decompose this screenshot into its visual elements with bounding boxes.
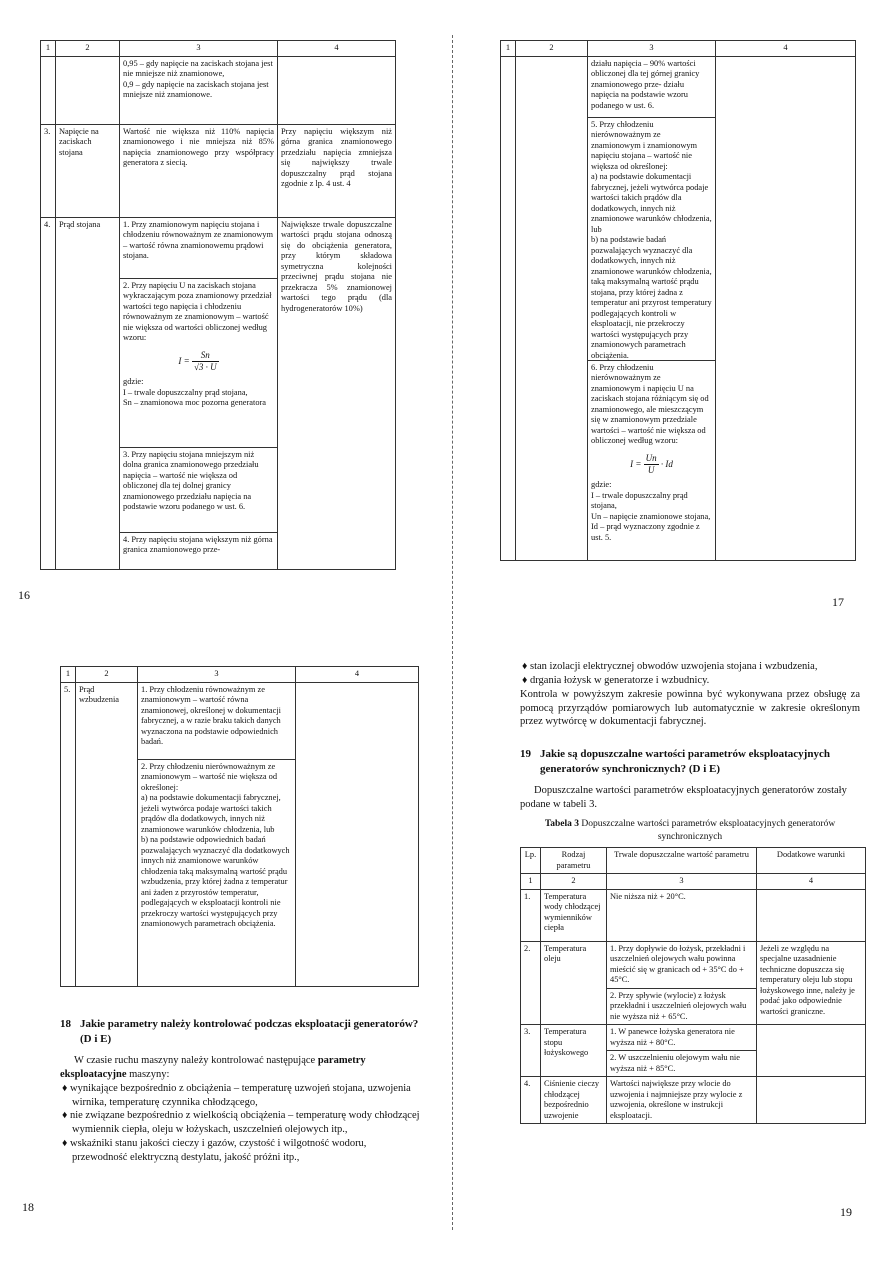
clause-1: 1. Przy dopływie do łożysk, przekładni i uszczelnień olejowych wału powinna mieścić się w granicach od + 35°C do + 45°C.: [607, 942, 756, 989]
cell-param: Ciśnienie cieczy chłodzącej bezpośrednio uzwojenie: [541, 1077, 607, 1124]
list-item-text: wynikające bezpośrednio z obciążenia – temperaturę uzwojeń stojana, uzwojenia wirnika, temperaturę czynnika chłodzącego,: [69, 1082, 411, 1108]
cell-conditions: Jeżeli ze względu na specjalne uzasadnienie techniczne dopuszcza się temperatury oleju lub stopu łożyskowego inne, należy je podać jako odpowiednie wartości graniczne.: [757, 941, 866, 1025]
formula: [123, 350, 274, 374]
cell-lp: [501, 56, 516, 560]
table-caption-label: Tabela 3: [544, 819, 580, 830]
section-19-text: [520, 660, 860, 1124]
formula: [591, 453, 712, 477]
list-item-text: stan izolacji elektrycznej obwodów uzwojenia stojana i wzbudzenia,: [529, 661, 818, 672]
cell-lp: 4.: [521, 1077, 541, 1124]
cell-lp: 3.: [521, 1025, 541, 1077]
table-row: [521, 1025, 866, 1077]
formula-denominator: √3 · U: [193, 361, 217, 372]
cell-value: [138, 682, 296, 986]
definition: I – trwale dopuszczalny prąd stojana,: [591, 490, 688, 510]
cell-conditions: Przy napięciu większym niż górna granica znamionowego przedziału napięcia zmniejsza się największy trwale dopuszczalny prąd stojana zgodnie z lp. 4 ust. 4: [278, 124, 396, 217]
col-number: 2: [541, 874, 607, 890]
clause-4: 4. Przy napięciu stojana większym niż górna granica znamionowego prze-: [123, 534, 273, 554]
clause-2: 2. Przy spływie (wylocie) z łożysk przekładni i uszczelnień olejowych wału nie wyższa niż + 65°C.: [610, 990, 747, 1021]
formula-rhs: · Id: [660, 458, 673, 469]
formula-fraction: [192, 350, 219, 374]
where-label: gdzie:: [591, 480, 612, 489]
table-row: [521, 941, 866, 1025]
col-header-1: 1: [501, 41, 516, 57]
col-header-2: 2: [516, 41, 588, 57]
clause-1: 1. Przy znamionowym napięciu stojana i chłodzeniu równoważnym ze znamionowym – wartość równa znamionowemu prądowi stojana.: [120, 218, 277, 279]
cell-conditions: [296, 682, 419, 986]
cell-param: [516, 56, 588, 560]
col-header-1: 1: [61, 667, 76, 683]
col-header-4: 4: [296, 667, 419, 683]
clause-2: 2. W uszczelnieniu olejowym wału nie wyższa niż + 85°C.: [610, 1053, 740, 1073]
definition: Id – prąd wyznaczony zgodnie z ust. 5.: [591, 522, 700, 542]
clause-5a: a) na podstawie dokumentacji fabrycznej, jeżeli wytwórca podaje wartości takich prądów dla dodatkowych, innych niż znamionowe warunków chłodzenia, lub: [591, 172, 712, 234]
formula-lhs: I =: [178, 355, 190, 366]
page-19: [500, 660, 860, 1225]
clause-2-text: 2. Przy napięciu U na zaciskach stojana wykraczającym poza znamionowy przedział wartości tego napięcia i chłodzeniu równoważnym ze znamionowym – wartość nie większa od wartości obliczonej według wzoru:: [123, 280, 272, 342]
cell-lp: 1.: [521, 889, 541, 941]
answer-paragraph: Dopuszczalne wartości parametrów eksploatacyjnych generatorów zostały podane w tabeli 3.: [520, 785, 847, 811]
page-number: 16: [18, 588, 30, 602]
clause-3: 3. Przy napięciu stojana mniejszym niż dolna granica znamionowego przedziału napięcia – wartość nie większa od obliczonej dla tej dolnej granicy znamionowego przedziału napięcia na podstawie wzoru podanego w ust. 6.: [120, 448, 277, 533]
page-number: 19: [840, 1205, 852, 1219]
value-line: 0,9 – gdy napięcie na zaciskach stojana jest mniejsze niż znamionowe.: [123, 79, 269, 99]
cell-lp: 3.: [41, 124, 56, 217]
table-row: [521, 1077, 866, 1124]
col-header-1: 1: [41, 41, 56, 57]
list-item-text: drgania łożysk w generatorze i wzbudnicy.: [529, 674, 710, 686]
page-16: [18, 40, 395, 625]
value-line: 0,95 – gdy napięcie na zaciskach stojana jest nie mniejsze niż znamionowe,: [123, 58, 273, 78]
question-19-heading: [520, 747, 860, 776]
clause-2b: b) na podstawie odpowiednich badań pozwalających wyznaczyć dla dodatkowych innych niż znamionowe warunków chłodzenia taką maksymalną wartość prądu wzbudzenia, przy której żadna z temperatur ani żaden z przyrostów temperatur, podlegających w eksploatacji kontroli nie przekroczy wartości występujących przy znamionowych parametrach obciążenia.: [141, 835, 290, 928]
list-item: ♦ drgania łożysk w generatorze i wzbudnicy.: [522, 674, 710, 686]
table-caption: [520, 818, 860, 843]
table-continued-p18: [60, 666, 419, 987]
cell-value: Wartość nie większa niż 110% napięcia znamionowego i nie mniejsza niż 85% napięcia znamionowego przy współpracy generatora z siecią.: [120, 124, 278, 217]
question-title: Jakie parametry należy kontrolować podczas eksploatacji generatorów? (D i E): [80, 1018, 419, 1045]
cell-param: Prąd stojana: [56, 217, 120, 569]
cell-param: Napięcie na zaciskach stojana: [56, 124, 120, 217]
clause-6-text: 6. Przy chłodzeniu nierównoważnym ze znamionowym i napięciu U na zaciskach stojana różniącym się od znamionowego, ale mieszczącym się w znamionowym przedziale wartości – wartość nie większa od obliczonej według wzoru:: [591, 362, 709, 445]
clause-6: [588, 361, 715, 560]
cell-value: Wartości największe przy wlocie do uzwojenia i najmniejsze przy wylocie z uzwojenia, określone w instrukcji eksploatacji.: [607, 1077, 757, 1124]
cell-lp: [41, 56, 56, 124]
question-number: 18: [60, 1018, 71, 1030]
control-paragraph: Kontrola w powyższym zakresie powinna być wykonywana przez obsługę za pomocą przyrządów pomiarowych lub automatycznie w zakresie określonym przez wytwórcę w dokumentacji fabrycznej.: [520, 688, 860, 728]
cell-value: [588, 56, 716, 560]
page-gutter: [452, 35, 453, 1230]
table-row: [41, 56, 396, 124]
cell-value: [120, 56, 278, 124]
formula-numerator: Un: [644, 453, 659, 465]
list-item: ♦ wynikające bezpośrednio z obciążenia – temperaturę uzwojeń stojana, uzwojenia wirnika, temperaturę czynnika chłodzącego,: [62, 1082, 411, 1108]
col-header: Trwale dopuszczalne wartość parametru: [607, 848, 757, 874]
col-header-2: 2: [76, 667, 138, 683]
table-row: [521, 889, 866, 941]
table-number-row: [521, 874, 866, 890]
cell-conditions: [757, 889, 866, 941]
question-number: 19: [520, 748, 531, 761]
table-row: [61, 682, 419, 986]
col-header-3: 3: [120, 41, 278, 57]
section-18-text: [60, 1005, 420, 1165]
formula-denominator: U: [647, 464, 655, 475]
formula-lhs: I =: [630, 458, 642, 469]
cell-param: Temperatura oleju: [541, 941, 607, 1025]
page-17: [500, 40, 855, 630]
table-continued-p17: [500, 40, 856, 561]
table-row: [501, 56, 856, 560]
col-number: 1: [521, 874, 541, 890]
table-header-row: [61, 667, 419, 683]
cell-lp: 2.: [521, 941, 541, 1025]
definition: Sn – znamionowa moc pozorna generatora: [123, 398, 267, 407]
table-row: [41, 124, 396, 217]
table-header-row: [41, 41, 396, 57]
clause-1: 1. W panewce łożyska generatora nie wyższa niż + 80°C.: [607, 1025, 756, 1051]
col-header: Rodzaj parametru: [541, 848, 607, 874]
cell-conditions: [716, 56, 856, 560]
clause-4-cont: działu napięcia – 90% wartości obliczonej dla tej górnej granicy znamionowego prze- działu napięcia na podstawie wzoru podanego w ust. 6.: [588, 57, 715, 118]
cell-param: Temperatura stopu łożyskowego: [541, 1025, 607, 1077]
col-number: 3: [607, 874, 757, 890]
cell-value: [120, 217, 278, 569]
page-18: [22, 660, 420, 1220]
list-item: ♦ wskaźniki stanu jakości cieczy i gazów, czystość i wilgotność wodoru, przewodność elektryczną destylatu, jakość próżni itp.,: [62, 1138, 367, 1164]
col-header-3: 3: [588, 41, 716, 57]
page-number: 18: [22, 1200, 34, 1214]
cell-conditions: [757, 1077, 866, 1124]
table-3: [520, 847, 866, 1124]
clause-5b: b) na podstawie badań pozwalających wyznaczyć dla dodatkowych, innych niż znamionowe warunków chłodzenia, taką maksymalną wartość prądu stojana, przy której żadna z temperatur ani przyrost temperatury podlegających kontroli w eksploatacji, nie przekroczy wartości występujących przy znamionowych parametrach obciążenia.: [591, 235, 712, 360]
formula-fraction: [644, 453, 659, 477]
col-header: Lp.: [521, 848, 541, 874]
list-item: ♦ stan izolacji elektrycznej obwodów uzwojenia stojana i wzbudzenia,: [522, 661, 818, 672]
cell-conditions: [757, 1025, 866, 1077]
col-header-4: 4: [278, 41, 396, 57]
list-item-text: wskaźniki stanu jakości cieczy i gazów, czystość i wilgotność wodoru, przewodność elektryczną destylatu, jakość próżni itp.,: [69, 1138, 367, 1164]
cell-value: [607, 1025, 757, 1077]
table-continued-p16: [40, 40, 396, 570]
col-header: Dodatkowe warunki: [757, 848, 866, 874]
cell-value: [607, 941, 757, 1025]
clause-5: [588, 118, 715, 361]
question-18-heading: [60, 1017, 420, 1046]
clause-2: [120, 279, 277, 448]
table-row: [41, 217, 396, 569]
table-caption-text: Dopuszczalne wartości parametrów eksploatacyjnych generatorów synchronicznych: [581, 819, 836, 842]
table-column-headers: [521, 848, 866, 874]
intro-bold: parametry eksploatacyjne: [60, 1055, 366, 1080]
formula-numerator: Sn: [192, 350, 219, 362]
list-item-text: nie związane bezpośrednio z wielkością obciążenia – temperaturę wody chłodzącej wymiennik ciepła, oleju w łożyskach, uszczelnień olejowych itp.,: [69, 1110, 420, 1136]
question-title: Jakie są dopuszczalne wartości parametrów eksploatacyjnych generatorów synchronicznych? (D i E): [540, 748, 830, 775]
cell-lp: 4.: [41, 217, 56, 569]
clause-5-text: 5. Przy chłodzeniu nierównoważnym ze znamionowym i znamionowym napięciu stojana – wartość nie większa od określonej:: [591, 119, 698, 171]
col-number: 4: [757, 874, 866, 890]
intro-end: maszyny:: [129, 1068, 170, 1080]
cell-param: Temperatura wody chłodzącej wymienników ciepła: [541, 889, 607, 941]
definition: I – trwale dopuszczalny prąd stojana,: [123, 387, 248, 397]
page-number: 17: [832, 595, 844, 609]
cell-conditions: [278, 56, 396, 124]
clause-2-text: 2. Przy chłodzeniu nierównoważnym ze znamionowym – wartość nie większa od określonej:: [141, 761, 278, 792]
cell-value: Nie niższa niż + 20°C.: [607, 889, 757, 941]
intro-paragraph: [60, 1054, 420, 1082]
cell-param: Prąd wzbudzenia: [76, 682, 138, 986]
clause-2a: a) na podstawie dokumentacji fabrycznej, jeżeli wytwórca podaje wartości takich prądów dla dodatkowych, innych niż znamionowe warunków chłodzenia, lub: [141, 793, 281, 834]
cell-param: [56, 56, 120, 124]
cell-conditions: Największe trwale dopuszczalne wartości prądu stojana odnoszą się do obciążenia generatora, przy którym składowa symetryczna kolejności przeciwnej prądu stojana nie przekracza 5% znamionowej wartości tego prądu (dla hydrogeneratorów 10%): [278, 217, 396, 569]
clause-2: [138, 760, 295, 986]
where-label: gdzie:: [123, 377, 144, 386]
col-header-4: 4: [716, 41, 856, 57]
list-item: ♦ nie związane bezpośrednio z wielkością obciążenia – temperaturę wody chłodzącej wymiennik ciepła, oleju w łożyskach, uszczelnień olejowych itp.,: [62, 1110, 420, 1136]
col-header-2: 2: [56, 41, 120, 57]
definition: Un – napięcie znamionowe stojana,: [591, 511, 711, 521]
intro-text: W czasie ruchu maszyny należy kontrolować następujące: [74, 1055, 316, 1067]
table-header-row: [501, 41, 856, 57]
cell-lp: 5.: [61, 682, 76, 986]
clause-1: 1. Przy chłodzeniu równoważnym ze znamionowym – wartość równa znamionowej, określonej w dokumentacji fabrycznej, a w razie braku takich danych wyznaczona na podstawie odpowiednich badań.: [138, 683, 295, 760]
col-header-3: 3: [138, 667, 296, 683]
